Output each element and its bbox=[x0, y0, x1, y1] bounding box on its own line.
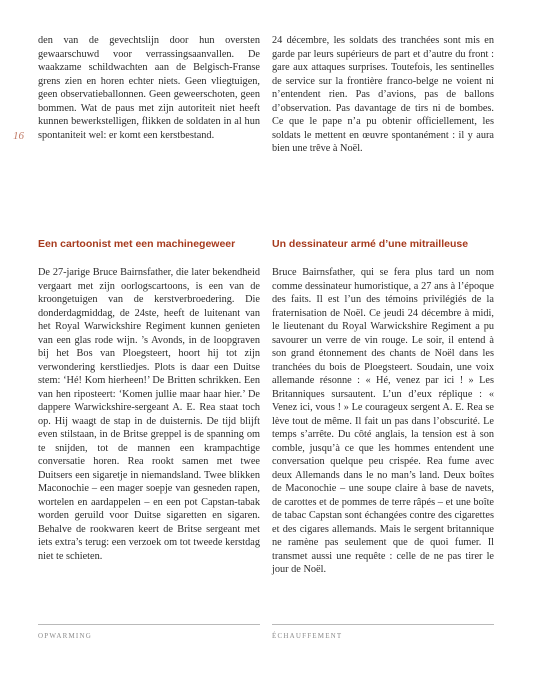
right-body-paragraph: Bruce Bairnsfather, qui se fera plus tard un nom comme dessinateur humoristique, a 27 ans à l’époque des faits. Il est l’un des témoins privilégiés de la fraternisation de Noël. Ce jeudi 24 décembre à midi, le lieutenant du Royal Warwickshire Regiment a pu savourer un verre de vin rouge. Le soir, il entend à son grand étonnement des chants de Noël dans les tranchées du bois de Ploegsteert. Soudain, une voix allemande résonne : « Hé, venez par ici ! » Les Britanniques sursautent. L’un d’eux réplique : « Venez ici, vous ! » Le courageux sergent A. E. Rea se lève tout de même. Il fait un pas dans l’obscurité. Le temps s’arrête. Du côté anglais, la tension est à son comble, jusqu’à ce que les hommes entendent une conversation quelque peu crispée. Rea fume avec deux Allemands dans le no man’s land. Deux boîtes de Maconochie – une soupe claire à base de navets, de carottes et de pommes de terre râpés – et une boîte de tabac Capstan sont échangées contre des cigarettes et des cigares allemands. Mais le sergent britannique ne ramène pas seulement que de quoi fumer. Il transmet aussi une requête : celle de ne pas tirer le jour de Noël. bbox=[272, 267, 494, 575]
footer-label-right: ÉCHAUFFEMENT bbox=[272, 632, 343, 640]
left-column-section bbox=[38, 238, 260, 563]
footer-rule-right bbox=[272, 624, 494, 625]
left-body-paragraph: De 27-jarige Bruce Bairnsfather, die later bekendheid vergaart met zijn oorlogscartoons, is een van de kroongetuigen van de kerstverbroedering. Die donderdagmiddag, de 24ste, heeft de luitenant van het Royal Warwickshire Regiment kunnen genieten van een glas rode wijn. ’s Avonds, in de loopgraven bij het Bos van Ploegsteert, hoort hij tot zijn verwondering kerstliedjes. Plots is daar een Duitse stem: ‘Hé! Kom hierheen!’ De Britten schrikken. Een van hen riposteert: ‘Komen jullie maar haar hier.’ De dappere Warwickshire-sergeant A. E. Rea staat toch op. Hij waagt de stap in de duisternis. De tijd blijft even stilstaan, in de Britse greppel is de spanning om te snijden, tot de mannen een krampachtige conversatie horen. Rea rookt samen met twee Duitsers een sigaretje in niemandsland. Twee blikken Maconochie – een mager soepje van gesneden rapen, wortelen en aardappelen – en een pot Capstan-tabak worden geruild voor Duitse sigaretten en sigaren. Behalve de rookwaren keert de Britse sergeant met iets extra’s terug: een verzoek om tot tweede kerstdag niet te schieten. bbox=[38, 267, 260, 562]
right-column-section bbox=[272, 238, 494, 577]
right-top-paragraph: 24 décembre, les soldats des tranchées sont mis en garde par leurs supérieurs de part et d’autre du front : gare aux attaques surprises. Toutefois, les sentinelles de service sur la frontière franco-belge ne voient ni n’entendent rien. Pas d’avions, pas de ballons d’observation. Pas davantage de tirs ni de bombes. Ce que le pape n’a pu obtenir officiellement, les soldats le mettent en œuvre spontanément : il y aura bien une trêve à Noël. bbox=[272, 35, 494, 154]
right-section-heading: Un dessinateur armé d’une mitrailleuse bbox=[272, 238, 469, 250]
page-number: 16 bbox=[13, 130, 24, 142]
left-top-paragraph: den van de gevechtslijn door hun oversten gewaarschuwd voor verrassingsaanvallen. De waakzame schildwachten aan de Belgisch-Franse grens zien en horen echter niets. Geen vliegtuigen, geen observatieballonnen. Geen geweerschoten, geen bommen. Wat de paus met zijn autoriteit niet heeft kunnen bewerkstelligen, flikken de soldaten in al hun spontaniteit wel: er komt een kerstbestand. bbox=[38, 35, 260, 141]
left-column-top bbox=[38, 34, 260, 142]
left-section-heading: Een cartoonist met een machinegeweer bbox=[38, 238, 236, 250]
right-column-top bbox=[272, 34, 494, 156]
footer-label-left: OPWARMING bbox=[38, 632, 92, 640]
footer-rule-left bbox=[38, 624, 260, 625]
